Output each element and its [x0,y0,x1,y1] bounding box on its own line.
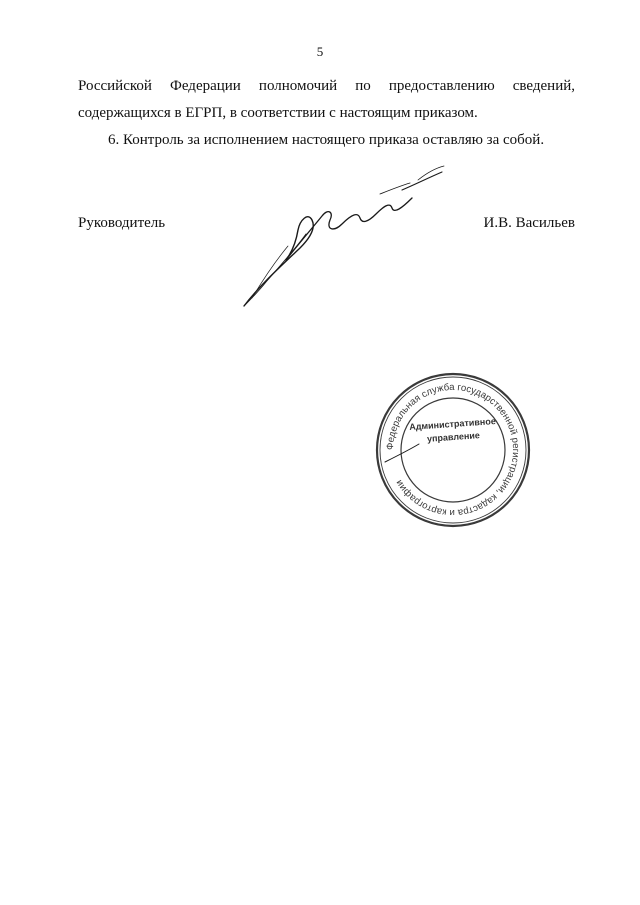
round-seal-icon [373,370,533,530]
page-number: 5 [316,44,324,59]
round-seal [373,370,533,530]
seal-inner-line-1: Административное [408,416,497,433]
paragraph-authority-line-2: содержащихся в ЕГРП, в соответствии с настоящим приказом. [78,105,478,121]
handwritten-signature-icon [230,150,470,320]
paragraph-authority [78,73,575,127]
signatory-name: И.В. Васильев [483,215,575,231]
signatory-role: Руководитель [78,215,166,231]
paragraph-authority-line-1: Российской Федерации полномочий по предоставлению сведений, [78,78,575,94]
paragraph-control: 6. Контроль за исполнением настоящего приказа оставляю за собой. [108,132,545,148]
seal-inner-line-2: управление [426,430,481,444]
seal-ring-text: Федеральная служба государственной регистрации, кадастра и картографии [384,381,522,519]
